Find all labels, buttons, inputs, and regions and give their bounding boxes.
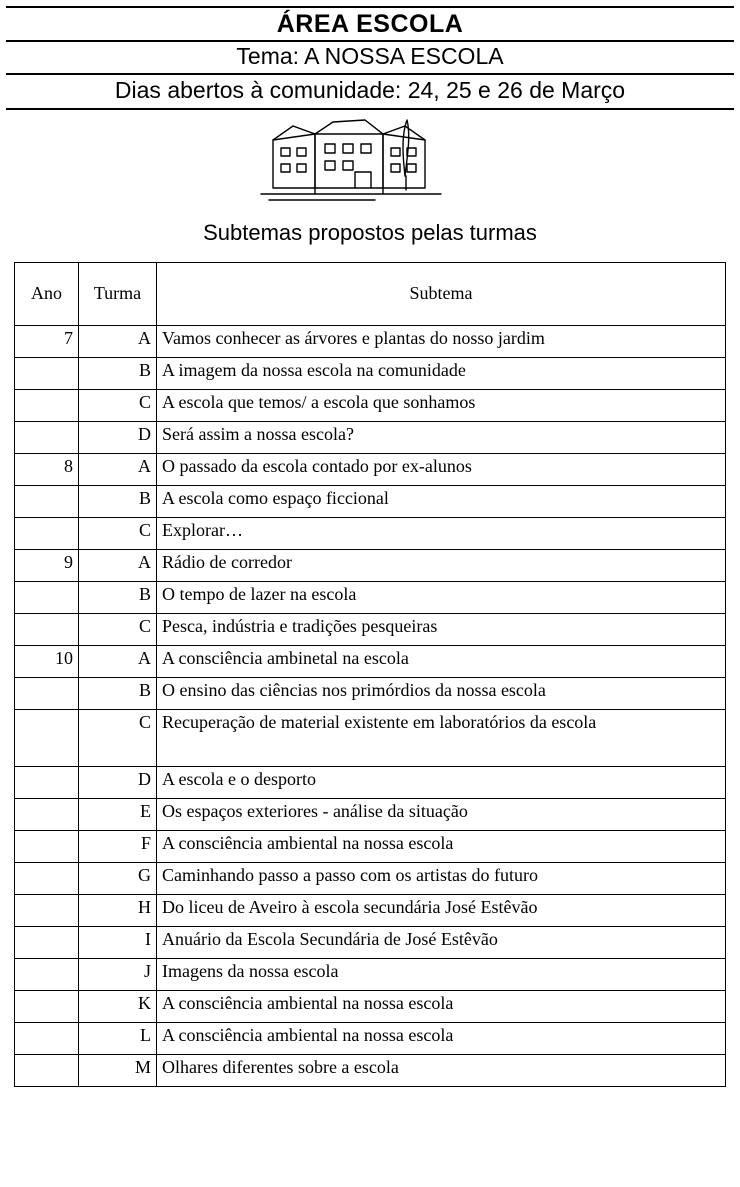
cell-ano: 10 (15, 645, 79, 677)
cell-turma: I (79, 926, 157, 958)
header-dates: Dias abertos à comunidade: 24, 25 e 26 de Março (114, 76, 626, 103)
cell-subtema: Vamos conhecer as árvores e plantas do nosso jardim (157, 325, 726, 357)
document-page (0, 6, 740, 1187)
cell-turma: C (79, 389, 157, 421)
cell-subtema: Rádio de corredor (157, 549, 726, 581)
table-row (15, 677, 726, 709)
cell-subtema: O tempo de lazer na escola (157, 581, 726, 613)
column-header-ano: Ano (15, 262, 79, 325)
cell-turma: C (79, 517, 157, 549)
cell-ano (15, 766, 79, 798)
column-header-subtema: Subtema (157, 262, 726, 325)
cell-turma: B (79, 357, 157, 389)
cell-ano (15, 485, 79, 517)
section-heading: Subtemas propostos pelas turmas (203, 219, 537, 245)
cell-turma: G (79, 862, 157, 894)
cell-subtema: A escola que temos/ a escola que sonhamos (157, 389, 726, 421)
cell-ano (15, 894, 79, 926)
subtemas-table (14, 262, 726, 1087)
cell-subtema: A consciência ambiental na nossa escola (157, 990, 726, 1022)
cell-ano (15, 830, 79, 862)
table-row (15, 1054, 726, 1086)
cell-turma: B (79, 485, 157, 517)
table-row (15, 894, 726, 926)
header-theme: Tema: A NOSSA ESCOLA (6, 42, 734, 75)
cell-subtema: A escola e o desporto (157, 766, 726, 798)
table-row (15, 958, 726, 990)
cell-subtema: A escola como espaço ficcional (157, 485, 726, 517)
cell-turma: E (79, 798, 157, 830)
table-row (15, 798, 726, 830)
cell-ano (15, 389, 79, 421)
table-row (15, 1022, 726, 1054)
cell-turma: A (79, 645, 157, 677)
cell-subtema: Do liceu de Aveiro à escola secundária José Estêvão (157, 894, 726, 926)
cell-subtema: A imagem da nossa escola na comunidade (157, 357, 726, 389)
cell-ano: 8 (15, 453, 79, 485)
table-row (15, 453, 726, 485)
cell-turma: B (79, 677, 157, 709)
cell-subtema: Pesca, indústria e tradições pesqueiras (157, 613, 726, 645)
cell-ano (15, 958, 79, 990)
page-title: ÁREA ESCOLA (6, 8, 734, 42)
cell-turma: A (79, 453, 157, 485)
cell-turma: L (79, 1022, 157, 1054)
cell-turma: J (79, 958, 157, 990)
cell-subtema: Os espaços exteriores - análise da situação (157, 798, 726, 830)
table-row (15, 325, 726, 357)
cell-turma: F (79, 830, 157, 862)
table-row (15, 485, 726, 517)
cell-turma: C (79, 613, 157, 645)
cell-ano (15, 517, 79, 549)
cell-subtema: Recuperação de material existente em laboratórios da escola (157, 709, 726, 766)
table-row (15, 830, 726, 862)
column-header-turma: Turma (79, 262, 157, 325)
table-row (15, 517, 726, 549)
cell-subtema: Explorar… (157, 517, 726, 549)
cell-ano (15, 1054, 79, 1086)
cell-turma: B (79, 581, 157, 613)
cell-subtema: Anuário da Escola Secundária de José Estêvão (157, 926, 726, 958)
cell-ano: 7 (15, 325, 79, 357)
table-row (15, 581, 726, 613)
table-row (15, 613, 726, 645)
table-row (15, 549, 726, 581)
table-row (15, 990, 726, 1022)
cell-ano (15, 421, 79, 453)
cell-ano (15, 357, 79, 389)
cell-ano (15, 990, 79, 1022)
illustration-container (6, 114, 734, 206)
cell-subtema: Olhares diferentes sobre a escola (157, 1054, 726, 1086)
cell-turma: M (79, 1054, 157, 1086)
cell-ano (15, 926, 79, 958)
table-row (15, 645, 726, 677)
cell-ano: 9 (15, 549, 79, 581)
school-building-sketch (255, 114, 485, 206)
table-row (15, 421, 726, 453)
cell-subtema: A consciência ambiental na nossa escola (157, 1022, 726, 1054)
cell-ano (15, 1022, 79, 1054)
table-row (15, 926, 726, 958)
cell-subtema: Será assim a nossa escola? (157, 421, 726, 453)
table-header-row (15, 262, 726, 325)
cell-turma: K (79, 990, 157, 1022)
table-row (15, 766, 726, 798)
cell-turma: D (79, 766, 157, 798)
cell-turma: A (79, 325, 157, 357)
table-row (15, 862, 726, 894)
cell-subtema: Caminhando passo a passo com os artistas do futuro (157, 862, 726, 894)
cell-subtema: O passado da escola contado por ex-alunos (157, 453, 726, 485)
cell-subtema: Imagens da nossa escola (157, 958, 726, 990)
cell-ano (15, 581, 79, 613)
cell-subtema: O ensino das ciências nos primórdios da nossa escola (157, 677, 726, 709)
cell-ano (15, 798, 79, 830)
cell-ano (15, 862, 79, 894)
cell-turma: H (79, 894, 157, 926)
header-banner (6, 6, 734, 110)
cell-turma: A (79, 549, 157, 581)
table-row (15, 357, 726, 389)
cell-subtema: A consciência ambinetal na escola (157, 645, 726, 677)
table-row (15, 389, 726, 421)
cell-turma: D (79, 421, 157, 453)
table-row (15, 709, 726, 766)
cell-ano (15, 709, 79, 766)
cell-ano (15, 613, 79, 645)
cell-subtema: A consciência ambiental na nossa escola (157, 830, 726, 862)
cell-ano (15, 677, 79, 709)
cell-turma: C (79, 709, 157, 766)
